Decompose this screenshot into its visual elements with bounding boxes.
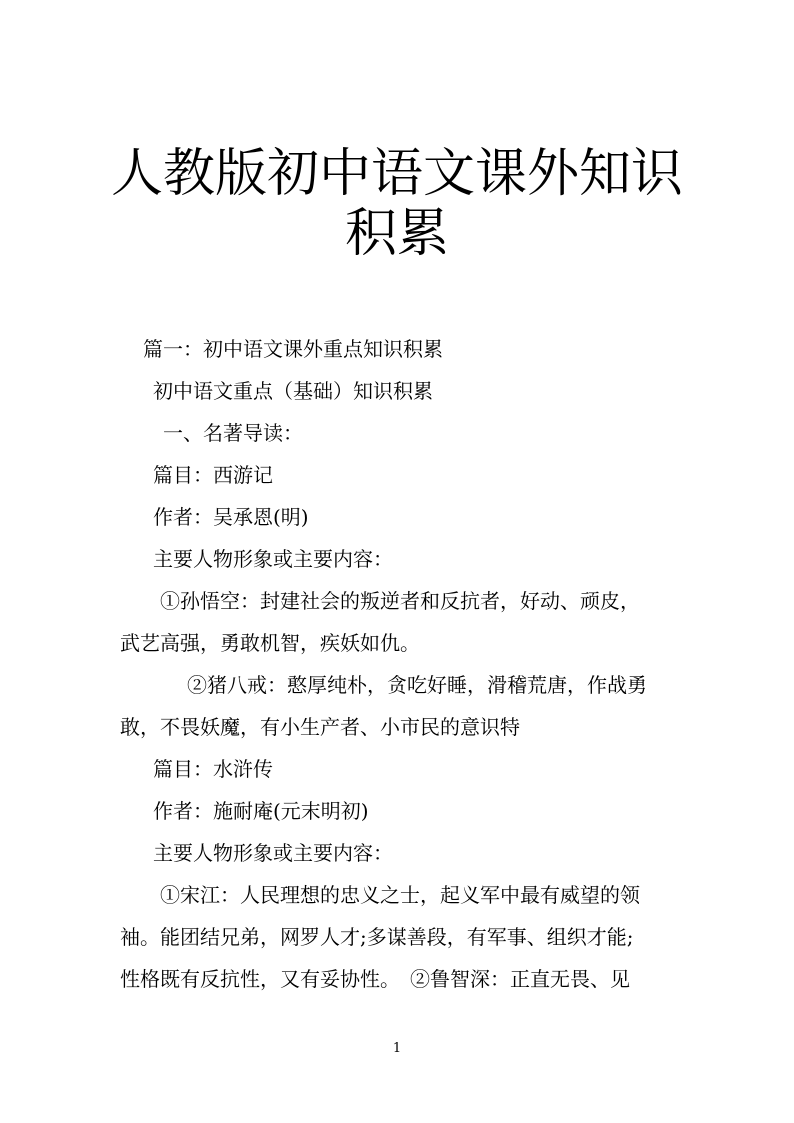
paragraph-line: ①宋江：人民理想的忠义之士，起义军中最有威望的领: [160, 883, 640, 907]
paragraph-line: 主要人物形象或主要内容：: [153, 841, 393, 865]
paragraph-line: 敢，不畏妖魔，有小生产者、小市民的意识特: [120, 715, 520, 739]
section-heading: 篇一：初中语文课外重点知识积累: [143, 337, 443, 361]
document-title-line-1: 人教版初中语文课外知识: [110, 144, 683, 204]
paragraph-line: 性格既有反抗性，又有妥协性。 ②鲁智深：正直无畏、见: [120, 967, 630, 991]
paragraph-line: 袖。能团结兄弟，网罗人才;多谋善段，有军事、组织才能;: [120, 925, 634, 949]
paragraph-line: 作者：施耐庵(元末明初): [153, 799, 369, 823]
paragraph-line: 篇目：西游记: [153, 463, 273, 487]
paragraph-line: 作者：吴承恩(明): [153, 505, 309, 529]
paragraph-line: 武艺高强，勇敢机智，疾妖如仇。: [120, 631, 420, 655]
paragraph-line: ②猪八戒：憨厚纯朴，贪吃好睡，滑稽荒唐，作战勇: [187, 673, 647, 697]
subheading: 初中语文重点（基础）知识积累: [153, 379, 433, 403]
paragraph-line: ①孙悟空：封建社会的叛逆者和反抗者，好动、顽皮，: [160, 589, 640, 613]
page-number: 1: [392, 1041, 402, 1056]
paragraph-line: 篇目：水浒传: [153, 757, 273, 781]
document-title-line-2: 积累: [344, 204, 449, 264]
section-label: 一、名著导读：: [163, 421, 303, 445]
paragraph-line: 主要人物形象或主要内容：: [153, 547, 393, 571]
